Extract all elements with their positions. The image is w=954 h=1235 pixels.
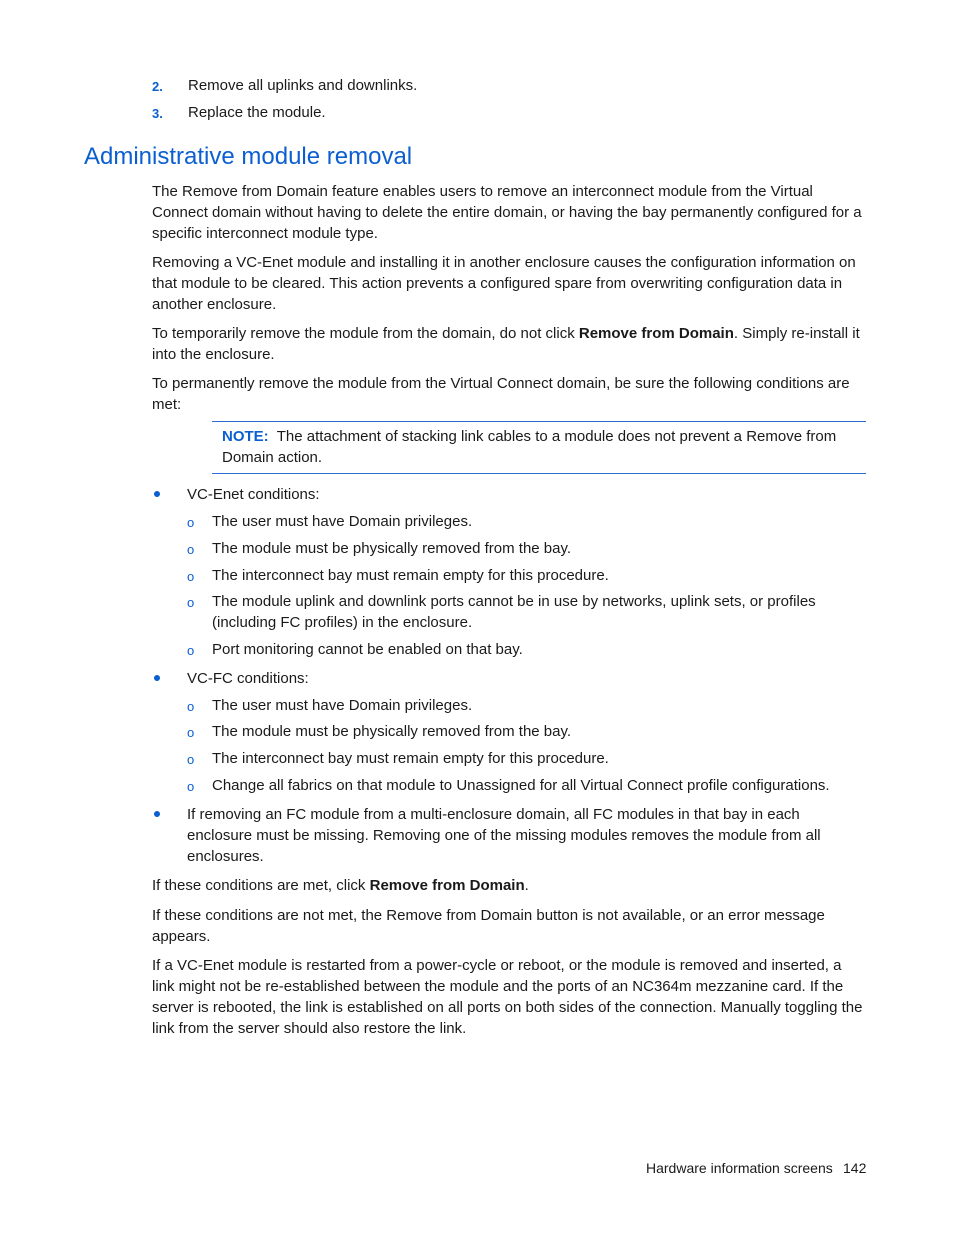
note-label: NOTE: [222, 428, 269, 445]
sub-bullet-text: The module uplink and downlink ports cannot be in use by networks, uplink sets, or profiles (including FC profiles) in the enclosure. [212, 593, 816, 631]
paragraph-text: . Simply re-install it into the enclosure. [152, 325, 860, 363]
paragraph [152, 323, 868, 365]
sub-bullet-text: The interconnect bay must remain empty for this procedure. [212, 750, 609, 767]
paragraph: If these conditions are not met, the Remove from Domain button is not available, or an error message appears. [152, 907, 825, 945]
sub-bullet-text: The interconnect bay must remain empty for this procedure. [212, 567, 609, 584]
bullet-text: VC-FC conditions: [187, 670, 309, 687]
sub-bullet-icon: o [187, 779, 195, 794]
sub-bullet-text: Port monitoring cannot be enabled on that bay. [212, 641, 523, 658]
bullet-text: VC-Enet conditions: [187, 486, 320, 503]
section-title: Administrative module removal [84, 143, 413, 170]
sub-bullet-icon: o [187, 752, 195, 767]
ui-reference: Remove from Domain [578, 325, 734, 342]
note-text: The attachment of stacking link cables to a module does not prevent a Remove from Domain action. [222, 428, 837, 466]
footer-section: Hardware information screens [646, 1160, 833, 1176]
sub-bullet-text: Change all fabrics on that module to Unassigned for all Virtual Connect profile configurations. [212, 777, 830, 794]
sub-bullet-text: The user must have Domain privileges. [212, 697, 473, 714]
page-number: 142 [843, 1160, 867, 1176]
sub-bullet-icon: o [187, 699, 195, 714]
step-number: 2. [152, 79, 163, 94]
step-text: Replace the module. [188, 104, 326, 121]
paragraph-text: If these conditions are met, click [152, 877, 370, 894]
sub-bullet-icon: o [187, 569, 195, 584]
paragraph-text: To temporarily remove the module from the domain, do not click [152, 325, 579, 342]
sub-bullet-icon: o [187, 515, 195, 530]
sub-bullet-icon: o [187, 643, 195, 658]
sub-bullet-icon: o [187, 542, 195, 557]
paragraph: Removing a VC-Enet module and installing it in another enclosure causes the configuration information on that module to be cleared. This action prevents a configured spare from overwriting configuration data in another enclosure. [152, 254, 856, 313]
step-number: 3. [152, 106, 163, 121]
paragraph: To permanently remove the module from the Virtual Connect domain, be sure the following conditions are met: [152, 375, 850, 413]
bullet-icon [154, 491, 160, 497]
sub-bullet-text: The module must be physically removed from the bay. [212, 723, 572, 740]
sub-bullet-text: The module must be physically removed from the bay. [212, 540, 572, 557]
note-content [212, 422, 866, 468]
bullet-icon [154, 675, 160, 681]
paragraph: If a VC-Enet module is restarted from a power-cycle or reboot, or the module is removed and inserted, a link might not be re-established between the module and the ports of an NC364m mezzanine card. If the server is rebooted, the link is established on all ports on both sides of the connection. Manually toggling the link from the server should also restore the link. [152, 957, 863, 1037]
paragraph-text: . [524, 877, 529, 894]
sub-bullet-icon: o [187, 725, 195, 740]
bullet-text: If removing an FC module from a multi-enclosure domain, all FC modules in that bay in each enclosure must be missing. Removing one of the missing modules removes the module from all enclosures. [187, 806, 821, 865]
paragraph: The Remove from Domain feature enables users to remove an interconnect module from the Virtual Connect domain without having to delete the entire domain, or having the bay permanently configured for a specific interconnect module type. [152, 183, 862, 242]
step-text: Remove all uplinks and downlinks. [188, 77, 418, 94]
paragraph [152, 875, 868, 896]
sub-bullet-text: The user must have Domain privileges. [212, 513, 473, 530]
ui-reference: Remove from Domain [369, 877, 525, 894]
note-box [212, 421, 866, 474]
bullet-icon [154, 811, 160, 817]
sub-bullet-icon: o [187, 595, 195, 610]
